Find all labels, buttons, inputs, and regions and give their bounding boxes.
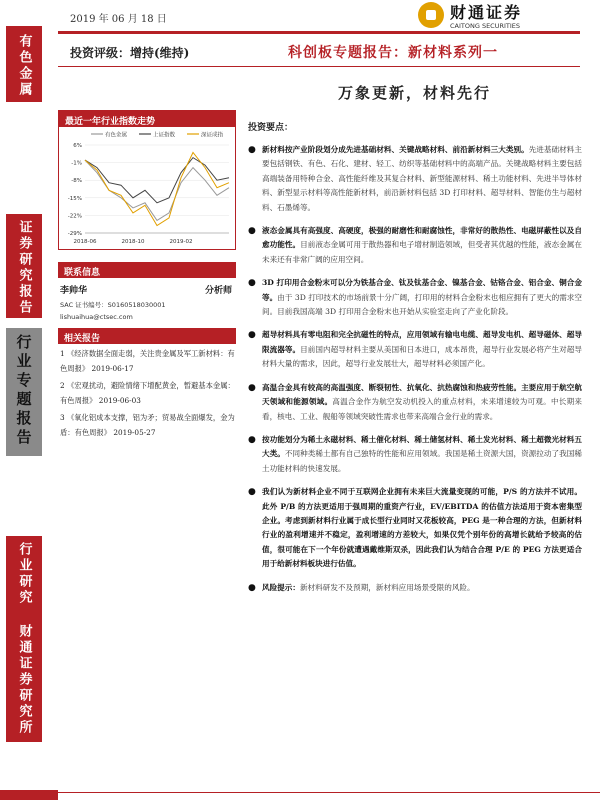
analyst-role: 分析师 [204,286,232,296]
bullet-bold: 超导材料具有零电阻和完全抗磁性的特点，应用领域有输电电缆、超导发电机、超导磁体、超导限流器等。 [262,330,582,354]
analyst-name: 李帅华 [60,286,88,296]
bullet-dot-icon: ● [248,582,256,593]
bullet-text: 由于 3D 打印技术的市场前景十分广阔，打印用的材料合金粉末也相应拥有了更大的需求空间。目前我国高端 3D 打印用合金粉末也开始从实验室走向了产业化阶段。 [262,292,582,317]
y-tick-label: -1% [71,160,82,167]
x-tick-label: 2019-02 [169,239,193,245]
related-item[interactable]: 1 《经济数据全面走弱，关注贵金属及军工新材料：有色周报》 2019-06-17 [60,349,235,373]
bullet-item [248,581,582,595]
title-rule [58,66,580,67]
legend-label: 上证指数 [153,132,176,139]
bullet-text: 新材料研发不及预期，新材料应用场景受限的风险。 [299,582,475,592]
contact-box [58,262,236,324]
investment-points [248,120,582,604]
report-title: 科创板专题报告：新材料系列一 [288,45,498,61]
footer-rule [0,792,600,793]
chart-svg [59,127,235,249]
report-date: 2019 年 06 月 18 日 [70,14,167,25]
bullet-item [248,328,582,371]
bullet-dot-icon: ● [248,382,256,393]
footer-tag [0,790,58,800]
bullet-text: 目前液态金属可用于散热器和电子增材制造领域，但受者其优越的性能，液态金属在未来还有非常广阔的应用空间。 [262,240,583,264]
related-reports [58,328,236,440]
bullet-item [248,276,582,319]
series-line [85,153,229,226]
x-tick-label: 2018-06 [73,239,97,245]
bullet-dot-icon: ● [248,226,256,237]
y-tick-label: -8% [71,178,82,185]
y-tick-label: -15% [67,195,82,202]
bullet-bold: 风险提示： [262,582,300,592]
y-tick-label: -22% [67,213,82,220]
sac-cert: SAC 证书编号：S0160518030001 [60,301,166,309]
sidebar-report-type: 行业专题报告 [6,328,42,456]
index-trend-chart [58,110,236,250]
bullet-text: 先进基础材料主要包括钢铁、有色、石化、建材、轻工、纺织等基础材料中的高端产品。关键战略材料主要包括高端装备用特种合金、高性能纤维及其复合材料、新型能源材料、稀土功能材料、先进半导体材料、新型显示材料等高性能新材料，前沿新材料包括 3D 打印材料、超导材料、智能仿生与超材料、石墨烯等。 [262,145,582,212]
logo-english: CAITONG SECURITIES [450,22,521,30]
bullet-item [248,381,582,424]
headline: 万象更新，材料先行 [338,84,492,102]
bullet-bold: 液态金属具有高强度、高硬度，极强的耐磨性和耐腐蚀性，非常好的散热性、电磁屏蔽性以及自愈功能性。 [262,226,582,250]
bullet-item [248,143,582,215]
x-tick-label: 2018-10 [121,239,145,245]
points-title: 投资要点： [248,123,294,133]
contact-title: 联系信息 [58,262,236,278]
bullet-dot-icon: ● [248,278,256,289]
legend-label: 深证成指 [201,132,224,139]
sidebar-org: 财通证券研究所 [6,622,42,742]
sidebar-category: 证券研究报告 [6,214,42,318]
analyst-email[interactable]: lishuaihua@ctsec.com [60,313,133,321]
sidebar-industry: 有色金属 [6,26,42,102]
y-tick-label: 6% [73,143,82,149]
bullet-dot-icon: ● [248,434,256,445]
bullet-text: 不同种类稀土都有自己独特的性能和应用领域。我国是稀土资源大国，资源拉动了我国稀土功能材料的快速发展。 [262,449,582,473]
bullet-item [248,433,582,476]
logo-chinese: 财通证券 [450,3,523,22]
related-item[interactable]: 2 《宏观扰动，避险情绪下增配黄金，暂避基本金属：有色周报》 2019-06-03 [60,381,235,405]
chart-title: 最近一年行业指数走势 [59,111,235,127]
bullet-item [248,485,582,571]
legend-label: 有色金属 [105,132,128,139]
bullet-dot-icon: ● [248,487,256,498]
bullet-bold: 按功能划分为稀土永磁材料、稀土催化材料、稀土储氢材料、稀土发光材料、稀土超微光材料五大类。 [262,434,582,459]
related-item[interactable]: 3 《氧化铝成本支撑，铝为矛；贸易战全面爆发，金为盾：有色周报》 2019-05-27 [60,413,235,437]
bullet-dot-icon: ● [248,330,256,341]
bullet-bold: 高温合金具有较高的高温强度、断裂韧性、抗氧化、抗热腐蚀和热疲劳性能。主要应用于航空航天领域和能源领域。 [262,382,582,407]
bullet-item [248,224,582,267]
top-rule [58,31,580,34]
sidebar [0,26,46,800]
bullet-bold: 3D 打印用合金粉末可以分为铁基合金、钛及钛基合金、镍基合金、钴铬合金、铝合金、铜合金等。 [262,278,582,302]
bullet-bold: 我们认为新材料企业不同于互联网企业拥有未来巨大流量变现的可能，P/S 的方法并不试用。此外 P/B 的方法更适用于强周期的重资产行业，EV/EBITDA 的估值方法适用于资本密集型企业。考虑到新材料行业属于成长型行业同时又花板较高，PEG 是一种合理的方法，但新材料行业的盈利增速并不稳定，盈利增速的方差较大，如果仅凭个别年份的高增长就给予较高的估值，很可能在下一个年份就遭遇戴维斯双杀，因此我们认为结合合理 P/E 的 PEG 方法更适合用于给新材料板块进行估值。 [262,487,582,569]
related-title: 相关报告 [58,328,236,344]
y-tick-label: -29% [67,231,82,237]
bullet-text: 高温合金作为航空发动机投入的重点材料，未来增速较为可观。中长期来看，核电、工业、舰船等领域突破性需求也带来高端合金行业的需求。 [262,397,583,421]
series-line [85,160,229,220]
investment-rating: 投资评级：增持(维持) [70,46,190,60]
sidebar-research: 行业研究 [6,536,42,626]
coin-logo-icon [418,2,444,28]
bullet-bold: 新材料按产业阶段划分成先进基础材料、关键战略材料、前沿新材料三大类别。 [262,145,529,154]
bullet-text: 目前国内超导材料主要从美国和日本进口，成本昂贵，超导行业发展必将产生对超导材料大量的需求，因此，超导行业发展壮大，超导材料必须国产化。 [262,344,583,369]
bullet-dot-icon: ● [248,145,256,155]
